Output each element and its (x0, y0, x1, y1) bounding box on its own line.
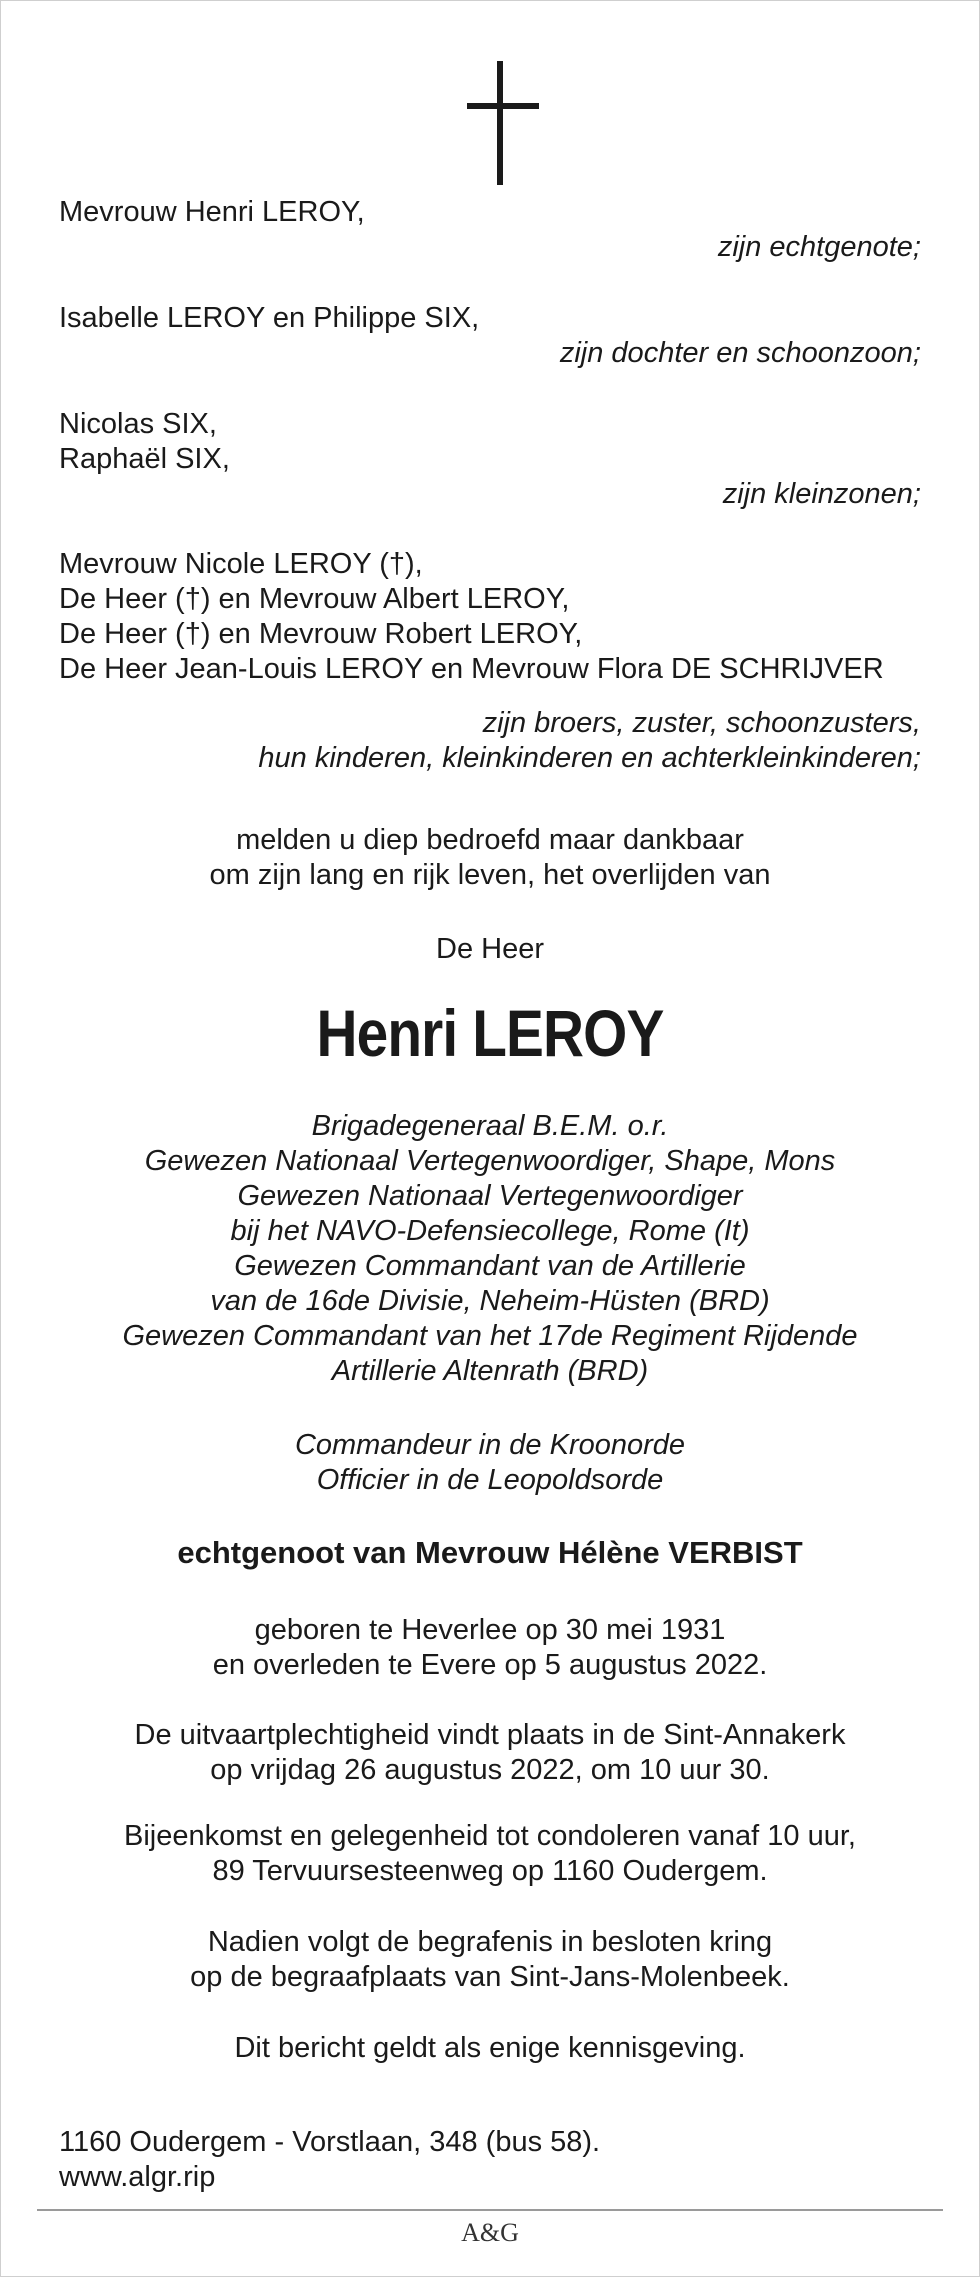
footer-divider (37, 2209, 943, 2211)
gathering-line: Bijeenkomst en gelegenheid tot condoleren vanaf 10 uur, (124, 1820, 856, 1852)
family-relation-1 (59, 230, 921, 265)
family-names-2 (59, 301, 921, 336)
burial-line: Nadien volgt de begrafenis in besloten kring (207, 1926, 773, 1958)
relation-line: zijn broers, zuster, schoonzusters, (482, 707, 921, 739)
title-line: van de 16de Divisie, Neheim-Hüsten (BRD) (210, 1285, 770, 1317)
family-name: Raphaël SIX, (59, 443, 230, 475)
family-name: Mevrouw Henri LEROY, (59, 196, 365, 228)
family-names-3 (59, 407, 921, 477)
life-line: en overleden te Evere op 5 augustus 2022. (212, 1649, 768, 1681)
announcement (41, 823, 939, 893)
order-line: Commandeur in de Kroonorde (294, 1429, 686, 1461)
footer-logo: A&G (461, 2218, 519, 2247)
family-name: De Heer Jean-Louis LEROY en Mevrouw Flora DE SCHRIJVER (59, 653, 884, 685)
title-line: bij het NAVO-Defensiecollege, Rome (It) (230, 1215, 750, 1247)
title-line: Gewezen Nationaal Vertegenwoordiger, Shape, Mons (144, 1145, 836, 1177)
contact-info (59, 2125, 921, 2195)
title-line: Brigadegeneraal B.E.M. o.r. (311, 1110, 669, 1142)
announcement-line: melden u diep bedroefd maar dankbaar (236, 824, 744, 856)
funeral-line: op vrijdag 26 augustus 2022, om 10 uur 30. (210, 1754, 770, 1786)
announcement-line: om zijn lang en rijk leven, het overlijden van (209, 859, 771, 891)
title-line: Artillerie Altenrath (BRD) (331, 1355, 649, 1387)
deceased-name: Henri LEROY (316, 996, 664, 1070)
spouse-line: echtgenoot van Mevrouw Hélène VERBIST (177, 1535, 803, 1570)
family-relation-2 (59, 336, 921, 371)
relation-line: zijn dochter en schoonzoon; (559, 337, 921, 369)
family-relation-3 (59, 477, 921, 512)
relation-line: zijn echtgenote; (717, 231, 921, 263)
orders (41, 1428, 939, 1498)
funeral-line: De uitvaartplechtigheid vindt plaats in de Sint-Annakerk (134, 1719, 846, 1751)
gathering-info (41, 1819, 939, 1889)
relation-line: zijn kleinzonen; (722, 478, 921, 510)
family-names-4 (59, 547, 921, 687)
website-link[interactable]: www.algr.rip (59, 2161, 216, 2193)
order-line: Officier in de Leopoldsorde (316, 1464, 664, 1496)
honorific: De Heer (436, 933, 544, 965)
titles (41, 1109, 939, 1389)
funeral-info (41, 1718, 939, 1788)
family-name: Mevrouw Nicole LEROY (†), (59, 548, 423, 580)
life-line: geboren te Heverlee op 30 mei 1931 (254, 1614, 726, 1646)
gathering-line: 89 Tervuursesteenweg op 1160 Oudergem. (212, 1855, 768, 1887)
title-line: Gewezen Nationaal Vertegenwoordiger (237, 1180, 743, 1212)
address: 1160 Oudergem - Vorstlaan, 348 (bus 58). (59, 2126, 601, 2158)
title-line: Gewezen Commandant van het 17de Regiment Rijdende (122, 1320, 858, 1352)
life-dates (41, 1613, 939, 1683)
burial-line: op de begraafplaats van Sint-Jans-Molenbeek. (190, 1961, 790, 1993)
burial-info (41, 1925, 939, 1995)
relation-line: hun kinderen, kleinkinderen en achterkleinkinderen; (258, 742, 921, 774)
family-name: De Heer (†) en Mevrouw Albert LEROY, (59, 583, 570, 615)
family-name: Isabelle LEROY en Philippe SIX, (59, 302, 480, 334)
notice: Dit bericht geldt als enige kennisgeving. (234, 2032, 746, 2064)
title-line: Gewezen Commandant van de Artillerie (234, 1250, 746, 1282)
family-name: Nicolas SIX, (59, 408, 217, 440)
family-names-1 (59, 195, 921, 230)
family-relation-4 (59, 706, 921, 776)
family-name: De Heer (†) en Mevrouw Robert LEROY, (59, 618, 583, 650)
